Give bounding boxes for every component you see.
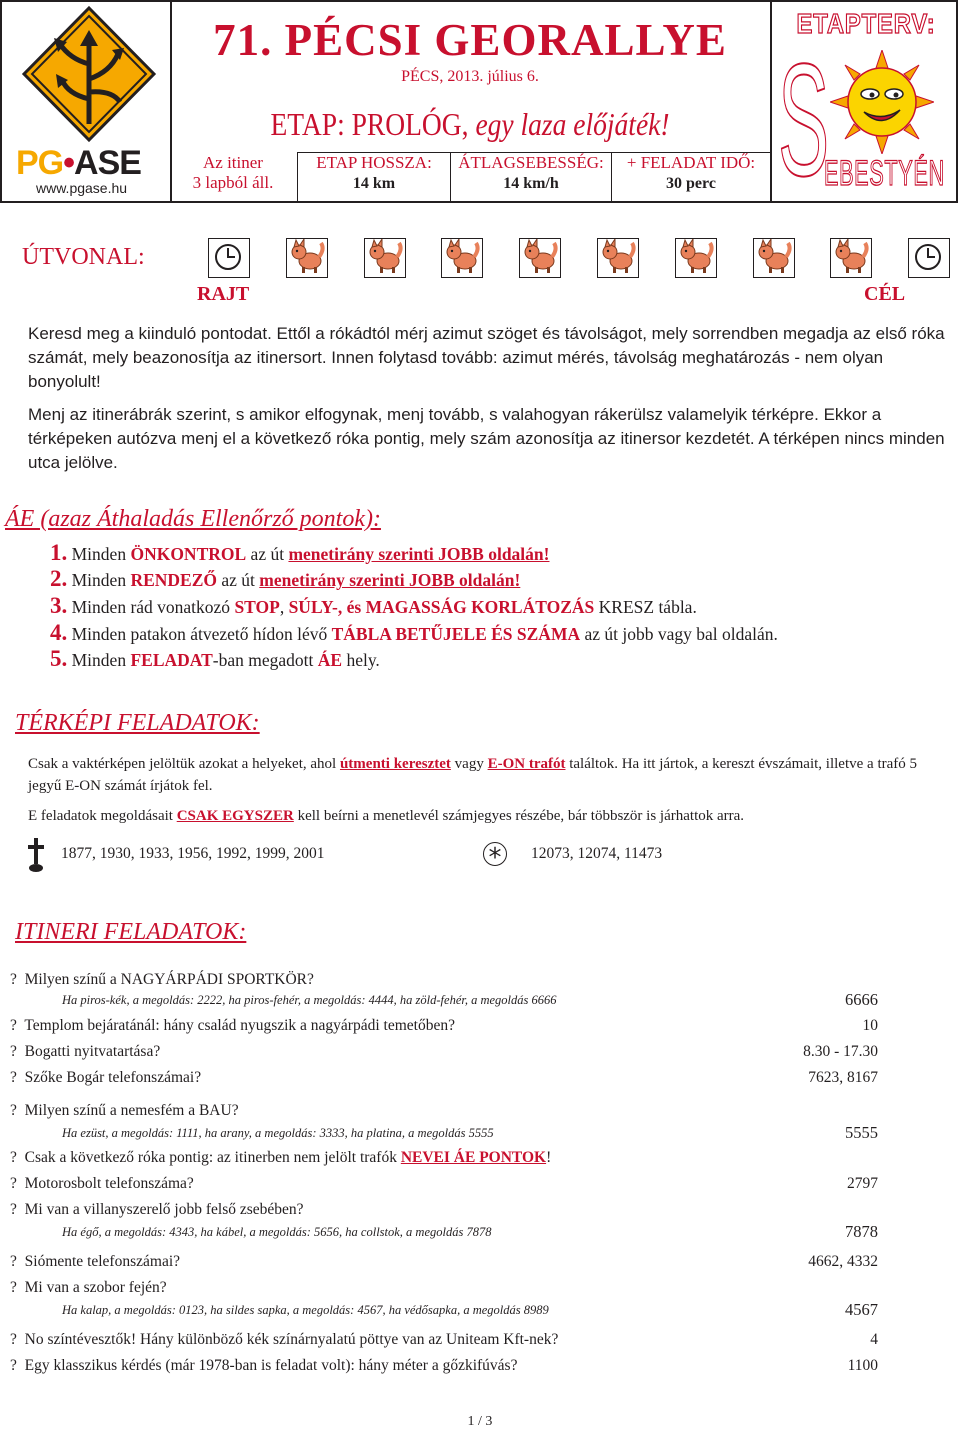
page-title: 71. PÉCSI GEORALLYE (213, 15, 727, 65)
etap-title: ETAP: PROLÓG, egy laza előjáték! (270, 106, 670, 142)
route-label: ÚTVONAL: (22, 244, 145, 270)
stat-itiner: Az itiner 3 lapból áll. (192, 153, 274, 192)
trafo-icon: * (483, 842, 507, 866)
page-number: 1 / 3 (467, 1414, 493, 1429)
ae-item-5: 5. Minden FELADAT-ban megadott ÁE hely. (50, 646, 380, 671)
question-7: ? Motorosbolt telefonszáma? (10, 1175, 194, 1192)
cross-year-values: 1877, 1930, 1933, 1956, 1992, 1999, 2001 (61, 845, 325, 862)
question-8-answer: 7878 (845, 1222, 878, 1241)
logo-pgase-text: PG•ASE (16, 144, 141, 182)
route-fox-icon-8 (753, 238, 795, 278)
question-5: ? Milyen színű a nemesfém a BAU? (10, 1102, 239, 1119)
route-fox-icon-4 (441, 238, 483, 278)
question-3-answer: 8.30 - 17.30 (803, 1043, 878, 1060)
question-10-answer: 4567 (845, 1300, 878, 1319)
question-1-answer: 6666 (845, 990, 878, 1009)
sebestyen-big-s: S (778, 30, 830, 209)
stat-task-time: + FELADAT IDŐ: 30 perc (611, 153, 770, 203)
header-box (0, 0, 958, 209)
ae-item-1: 1. Minden ÖNKONTROL az út menetirány szerinti JOBB oldalán! (50, 540, 550, 565)
etapterv-label: ETAPTERV: (796, 8, 936, 39)
trafo-values: 12073, 12074, 11473 (531, 845, 663, 862)
question-1: ? Milyen színű a NAGYÁRPÁDI SPORTKÖR? (10, 971, 314, 988)
route-fox-icon-9 (830, 238, 872, 278)
route-start-label: RAJT (197, 283, 250, 305)
route-end-label: CÉL (864, 283, 906, 305)
ae-item-4: 4. Minden patakon átvezető hídon lévő TÁBLA BETŰJELE ÉS SZÁMA az út jobb vagy bal oldalán. (50, 620, 778, 645)
map-tasks-paragraph-2: E feladatok megoldásait CSAK EGYSZER kell beírni a menetlevél számjegyes részébe, bár többször is járhattok arra. (28, 808, 745, 824)
question-5-hint: Ha ezüst, a megoldás: 1111, ha arany, a megoldás: 3333, ha platina, a megoldás 5555 (62, 1126, 494, 1140)
question-10-hint: Ha kalap, a megoldás: 0123, ha sildes sapka, a megoldás: 4567, ha védősapka, a megoldás 8989 (62, 1303, 549, 1317)
question-7-answer: 2797 (847, 1175, 878, 1192)
question-10: ? Mi van a szobor fején? (10, 1279, 167, 1296)
question-2-answer: 10 (862, 1017, 878, 1034)
itiner-tasks-heading: ITINERI FELADATOK: (15, 919, 247, 945)
question-5-answer: 5555 (845, 1123, 878, 1142)
route-clock-icon-1 (208, 238, 250, 278)
pgase-logo-sign-icon (20, 4, 158, 144)
question-4: ? Szőke Bogár telefonszámai? (10, 1069, 202, 1086)
roadside-cross-icon (26, 836, 46, 874)
route-fox-icon-2 (286, 238, 328, 278)
page-subtitle: PÉCS, 2013. július 6. (401, 68, 539, 85)
intro-paragraph-2: Menj az itinerábrák szerint, s amikor elfogynak, menj tovább, s valahogyan rákerülsz valamelyik térképre. Ekkor a térképeken autózva menj el a következő róka pontig, mely szám azonosítja az itinersor kezdetét. A térképen nincs minden utca jelölve. (28, 405, 945, 472)
question-12: ? Egy klasszikus kérdés (már 1978-ban is feladat volt): hány méter a gőzkifúvás? (10, 1357, 518, 1374)
question-11-answer: 4 (870, 1331, 878, 1348)
question-8: ? Mi van a villanyszerelő jobb felső zsebében? (10, 1201, 304, 1218)
route-fox-icon-3 (364, 238, 406, 278)
question-3: ? Bogatti nyitvatartása? (10, 1043, 161, 1060)
ae-heading: ÁE (azaz Áthaladás Ellenőrző pontok): (5, 506, 381, 532)
question-8-hint: Ha égő, a megoldás: 4343, ha kábel, a megoldás: 5656, ha collstok, a megoldás 7878 (62, 1225, 492, 1239)
route-clock-icon-10 (908, 238, 950, 278)
map-tasks-heading: TÉRKÉPI FELADATOK: (15, 710, 260, 736)
header-title-cell (170, 2, 770, 203)
stat-length: ETAP HOSSZA: 14 km (297, 153, 450, 203)
etapterv-cell (770, 2, 960, 209)
question-12-answer: 1100 (847, 1357, 878, 1374)
question-9: ? Siómente telefonszámai? (10, 1253, 181, 1270)
route-fox-icon-6 (597, 238, 639, 278)
question-4-answer: 7623, 8167 (808, 1069, 878, 1086)
sebestyen-name: EBESTYÉN (824, 154, 945, 193)
logo-url: www.pgase.hu (36, 180, 128, 196)
map-tasks-paragraph-1: Csak a vaktérképen jelöltük azokat a helyeket, ahol útmenti keresztet vagy E-ON trafót találtok. Ha itt jártok, a kereszt évszámait, illetve a trafó 5 jegyű E-ON számát írjátok fel. (28, 756, 918, 794)
intro-paragraph-1: Keresd meg a kiinduló pontodat. Ettől a rókádtól mérj azimut szöget és távolságot, mely sorrendben megadja az első róka számát, mely beazonosítja az itinersort. Innen folytasd tovább: azimut mérés, távolság meghatározás - nem olyan bonyolult! (28, 324, 945, 391)
question-1-hint: Ha piros-kék, a megoldás: 2222, ha piros-fehér, a megoldás: 4444, ha zöld-fehér, a megoldás 6666 (62, 993, 557, 1007)
question-11: ? No színtévesztők! Hány különböző kék színárnyalatú pöttye van az Uniteam Kft-nek? (10, 1331, 559, 1348)
question-9-answer: 4662, 4332 (808, 1253, 878, 1270)
ae-item-3: 3. Minden rád vonatkozó STOP, SÚLY-, és MAGASSÁG KORLÁTOZÁS KRESZ tábla. (50, 593, 697, 618)
logo-cell (2, 2, 172, 203)
sun-icon (830, 50, 934, 154)
route-fox-icon-7 (675, 238, 717, 278)
ae-item-2: 2. Minden RENDEZŐ az út menetirány szerinti JOBB oldalán! (50, 566, 521, 591)
route-fox-icon-5 (519, 238, 561, 278)
question-2: ? Templom bejáratánál: hány család nyugszik a nagyárpádi temetőben? (10, 1017, 455, 1034)
question-6: ? Csak a következő róka pontig: az itinerben nem jelölt trafók NEVEI ÁE PONTOK! (10, 1149, 552, 1166)
stat-speed: ÁTLAGSEBESSÉG: 14 km/h (450, 153, 611, 203)
